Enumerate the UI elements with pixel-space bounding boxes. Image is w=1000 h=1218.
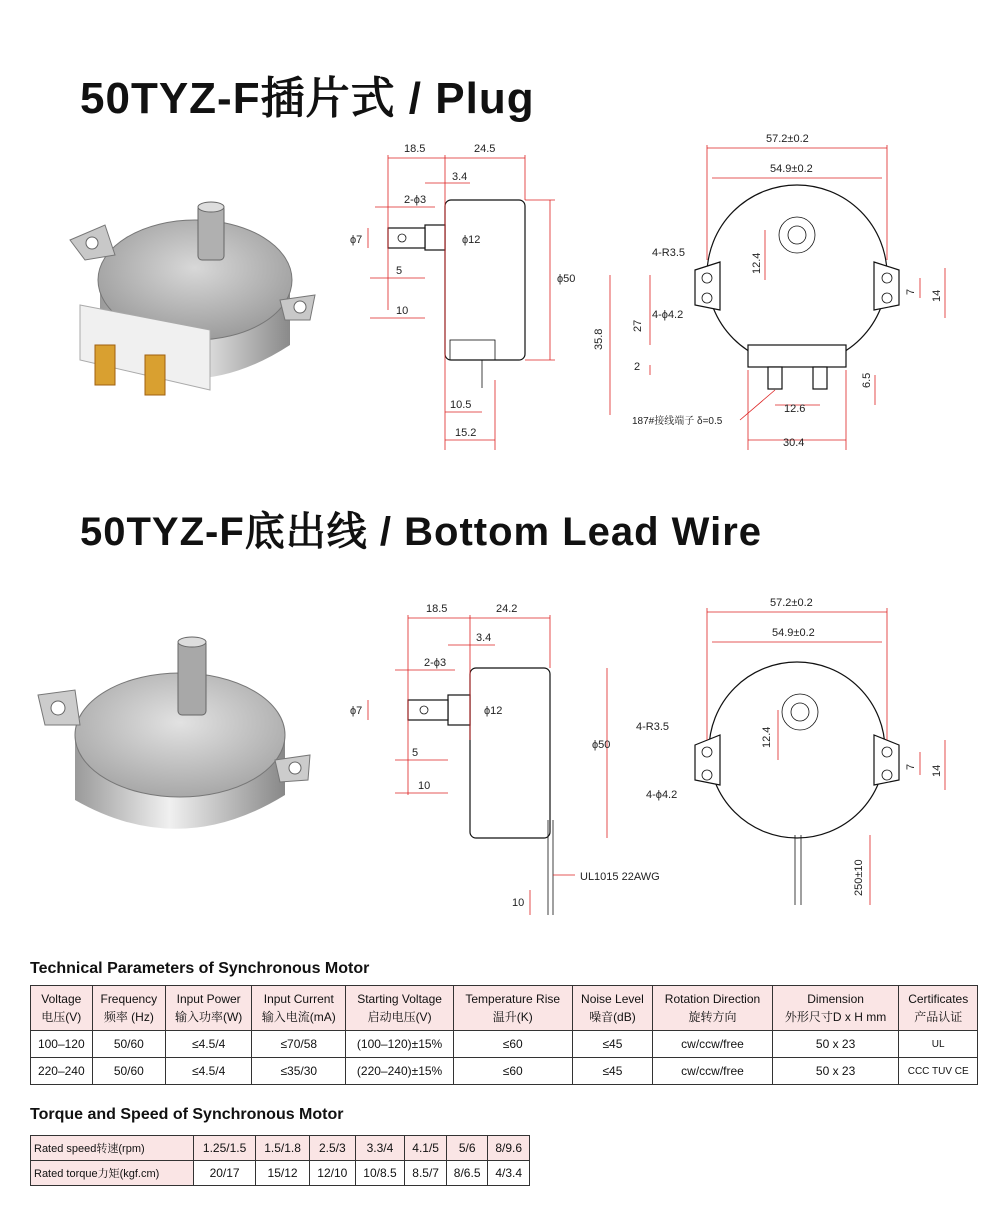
cell: 20/17 — [194, 1161, 256, 1186]
cell: 12/10 — [309, 1161, 355, 1186]
th-input-power: Input Power 输入功率(W) — [166, 986, 252, 1031]
wire-spec: UL1015 22AWG — [580, 871, 660, 883]
dim-10-5: 10.5 — [450, 399, 472, 411]
dim-4r3-5: 4-R3.5 — [636, 721, 670, 733]
cell: 3.3/4 — [355, 1136, 405, 1161]
dim-27: 27 — [632, 319, 644, 332]
dim-phi7: ϕ7 — [350, 234, 363, 246]
cell: (220–240)±15% — [346, 1058, 454, 1085]
tech-params-title: Technical Parameters of Synchronous Motor — [30, 960, 370, 977]
cell: ≤4.5/4 — [166, 1058, 252, 1085]
cell: 50 x 23 — [772, 1031, 899, 1058]
cell: cw/ccw/free — [653, 1031, 773, 1058]
cell: 4/3.4 — [488, 1161, 530, 1186]
dim-250: 250±10 — [853, 859, 865, 896]
dim-4r3-5: 4-R3.5 — [652, 247, 686, 259]
dim-57-2: 57.2±0.2 — [770, 597, 813, 609]
dim-10: 10 — [418, 780, 431, 792]
cell: cw/ccw/free — [653, 1058, 773, 1085]
torque-speed-table — [30, 1135, 530, 1186]
dim-24-2: 24.2 — [496, 603, 518, 615]
table-row — [31, 1031, 978, 1058]
th-certificates: Certificates 产品认证 — [899, 986, 978, 1031]
dim-12-4: 12.4 — [751, 252, 763, 274]
cell: ≤4.5/4 — [166, 1031, 252, 1058]
cell: ≤70/58 — [252, 1031, 346, 1058]
dim-7: 7 — [905, 763, 917, 770]
dim-phi12: ϕ12 — [462, 234, 481, 246]
dim-54-9: 54.9±0.2 — [770, 163, 813, 175]
dim-14: 14 — [931, 764, 943, 777]
dim-5: 5 — [396, 265, 403, 277]
cell: ≤35/30 — [252, 1058, 346, 1085]
terminal-note: 187#接线端子 δ=0.5 — [632, 416, 723, 427]
cell: 50/60 — [92, 1058, 165, 1085]
dim-12-6: 12.6 — [784, 403, 806, 415]
plug-title: 50TYZ-F插片式 / Plug — [80, 74, 535, 123]
cell: ≤45 — [572, 1058, 653, 1085]
dim-4phi4-2: 4-ϕ4.2 — [652, 309, 684, 321]
cell: 2.5/3 — [309, 1136, 355, 1161]
dim-35-8: 35.8 — [593, 328, 605, 350]
cell: 15/12 — [256, 1161, 310, 1186]
cell: 8/9.6 — [488, 1136, 530, 1161]
table-row — [31, 1136, 530, 1161]
cell: 1.5/1.8 — [256, 1136, 310, 1161]
table-row — [31, 1058, 978, 1085]
cell: 10/8.5 — [355, 1161, 405, 1186]
dim-18-5: 18.5 — [426, 603, 448, 615]
dim-3-4: 3.4 — [452, 171, 468, 183]
th-frequency: Frequency 频率 (Hz) — [92, 986, 165, 1031]
cell: 50 x 23 — [772, 1058, 899, 1085]
wire-title: 50TYZ-F底出线 / Bottom Lead Wire — [80, 510, 763, 554]
dim-5: 5 — [412, 747, 419, 759]
cell: 100–120 — [31, 1031, 93, 1058]
cell: 8/6.5 — [446, 1161, 488, 1186]
dim-14: 14 — [931, 289, 943, 302]
cell: 5/6 — [446, 1136, 488, 1161]
dim-2phi3: 2-ϕ3 — [404, 194, 427, 206]
dim-2: 2 — [634, 361, 641, 373]
row-label-speed: Rated speed转速(rpm) — [31, 1136, 194, 1161]
dim-54-9: 54.9±0.2 — [772, 627, 815, 639]
row-label-torque: Rated torque力矩(kgf.cm) — [31, 1161, 194, 1186]
dim-24-5: 24.5 — [474, 143, 496, 155]
tech-params-table — [30, 985, 978, 1085]
th-temperature-rise: Temperature Rise 温升(K) — [453, 986, 572, 1031]
dim-12-4: 12.4 — [761, 726, 773, 748]
dim-7: 7 — [905, 288, 917, 295]
th-rotation-direction: Rotation Direction 旋转方向 — [653, 986, 773, 1031]
cell: ≤60 — [453, 1058, 572, 1085]
cell: ≤60 — [453, 1031, 572, 1058]
dim-4phi4-2: 4-ϕ4.2 — [646, 789, 678, 801]
dim-10b: 10 — [512, 897, 525, 909]
th-voltage: Voltage 电压(V) — [31, 986, 93, 1031]
dim-10: 10 — [396, 305, 409, 317]
dim-phi12: ϕ12 — [484, 705, 503, 717]
dim-2phi3: 2-ϕ3 — [424, 657, 447, 669]
dim-30-4: 30.4 — [783, 437, 805, 449]
dim-phi7: ϕ7 — [350, 705, 363, 717]
dim-3-4: 3.4 — [476, 632, 492, 644]
dim-18-5: 18.5 — [404, 143, 426, 155]
cell: 1.25/1.5 — [194, 1136, 256, 1161]
table-header-row — [31, 986, 978, 1031]
cell: 8.5/7 — [405, 1161, 447, 1186]
cell: 4.1/5 — [405, 1136, 447, 1161]
dim-57-2: 57.2±0.2 — [766, 133, 809, 145]
cell: ≤45 — [572, 1031, 653, 1058]
th-dimension: Dimension 外形尺寸D x H mm — [772, 986, 899, 1031]
dim-phi50: ϕ50 — [592, 739, 611, 751]
dim-15-2: 15.2 — [455, 427, 477, 439]
table-row — [31, 1161, 530, 1186]
cell: CCC TUV CE — [899, 1058, 978, 1085]
th-input-current: Input Current 输入电流(mA) — [252, 986, 346, 1031]
cell: 220–240 — [31, 1058, 93, 1085]
dim-6-5: 6.5 — [861, 372, 873, 388]
cell: UL — [899, 1031, 978, 1058]
th-starting-voltage: Starting Voltage 启动电压(V) — [346, 986, 454, 1031]
torque-speed-title: Torque and Speed of Synchronous Motor — [30, 1106, 344, 1123]
dim-phi50: ϕ50 — [557, 273, 576, 285]
th-noise-level: Noise Level 噪音(dB) — [572, 986, 653, 1031]
cell: (100–120)±15% — [346, 1031, 454, 1058]
cell: 50/60 — [92, 1031, 165, 1058]
